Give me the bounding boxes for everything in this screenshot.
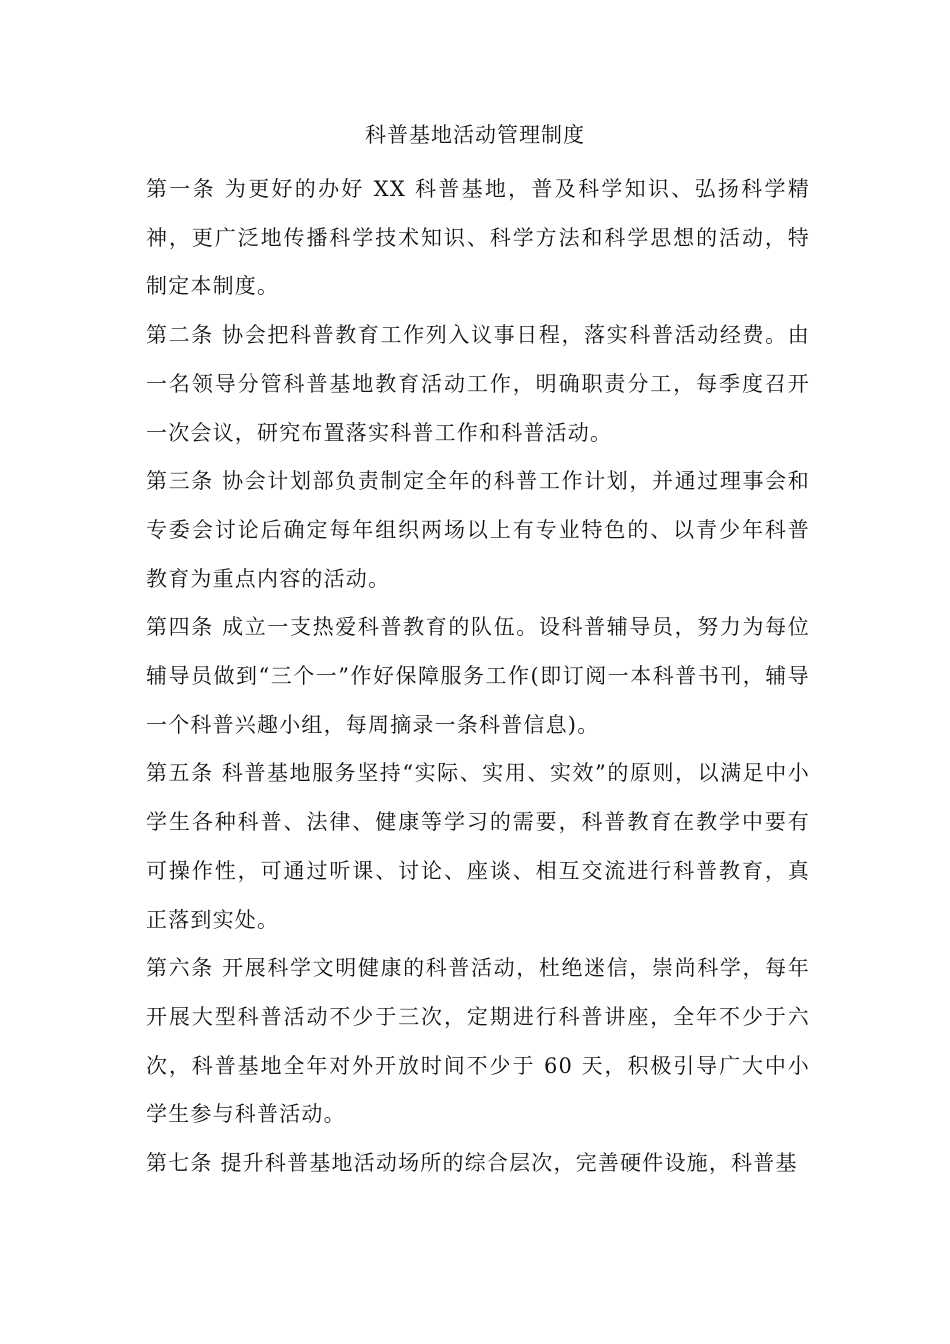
document-body <box>146 165 810 1188</box>
article-5: 第五条 科普基地服务坚持“实际、实用、实效”的原则，以满足中小学生各种科普、法律、健康等学习的需要，科普教育在教学中要有可操作性，可通过听课、讨论、座谈、相互交流进行科普教育，真正落到实处。 <box>146 761 810 932</box>
document-title: 科普基地活动管理制度 <box>365 123 585 147</box>
article-4: 第四条 成立一支热爱科普教育的队伍。设科普辅导员，努力为每位辅导员做到“三个一”作好保障服务工作(即订阅一本科普书刊，辅导一个科普兴趣小组，每周摘录一条科普信息)。 <box>146 615 810 737</box>
article-7: 第七条 提升科普基地活动场所的综合层次，完善硬件设施，科普基 <box>146 1151 798 1176</box>
article-2: 第二条 协会把科普教育工作列入议事日程，落实科普活动经费。由一名领导分管科普基地教育活动工作，明确职责分工，每季度召开一次会议，研究布置落实科普工作和科普活动。 <box>146 323 810 445</box>
article-1: 第一条 为更好的办好 XX 科普基地，普及科学知识、弘扬科学精神，更广泛地传播科学技术知识、科学方法和科学思想的活动，特制定本制度。 <box>146 177 810 299</box>
article-6: 第六条 开展科学文明健康的科普活动，杜绝迷信，崇尚科学，每年开展大型科普活动不少于三次，定期进行科普讲座，全年不少于六次，科普基地全年对外开放时间不少于 60 天，积极引导广大中小学生参与科普活动。 <box>146 956 810 1127</box>
article-3: 第三条 协会计划部负责制定全年的科普工作计划，并通过理事会和专委会讨论后确定每年组织两场以上有专业特色的、以青少年科普教育为重点内容的活动。 <box>146 469 810 591</box>
